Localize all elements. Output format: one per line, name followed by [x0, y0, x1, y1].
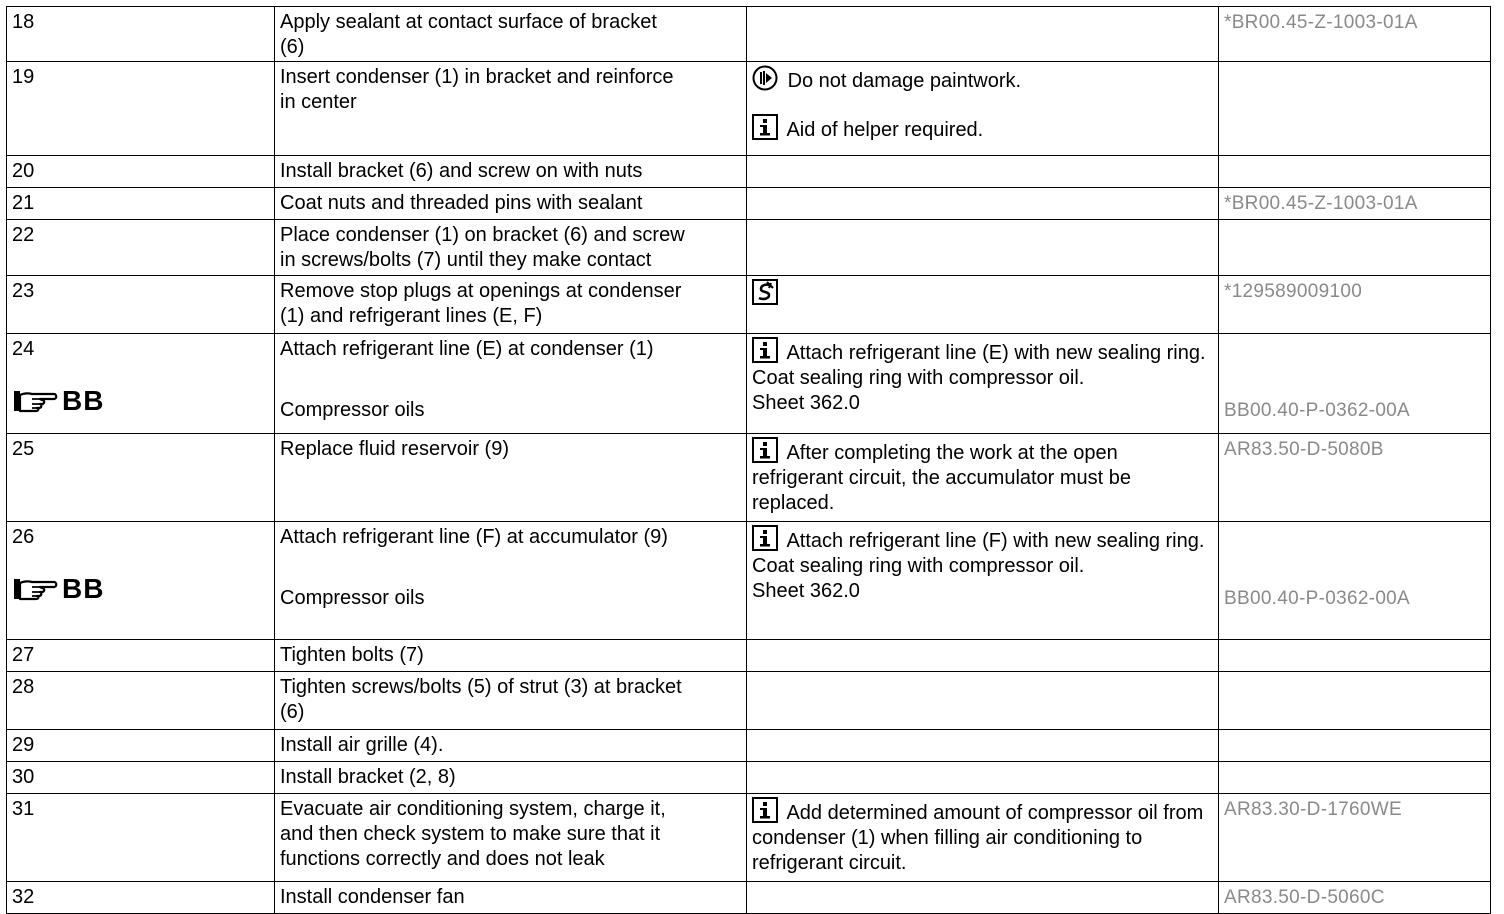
bb-marker-label: BB: [62, 385, 105, 416]
reference-link[interactable]: *BR00.45-Z-1003-01A: [1224, 12, 1418, 33]
step-number: 28: [12, 676, 35, 698]
operation-text: Install air grille (4).: [280, 734, 444, 756]
reference-link[interactable]: *129589009100: [1224, 281, 1363, 302]
operation-cell: [275, 188, 747, 220]
operation-text: Coat nuts and threaded pins with sealant: [280, 192, 643, 214]
reference-link[interactable]: AR83.50-D-5060C: [1224, 887, 1385, 908]
note-cell: [747, 276, 1219, 334]
step-number: 24: [12, 338, 35, 360]
reference-cell: [1219, 188, 1491, 220]
operation-cell: [275, 334, 747, 434]
operation-text: Install bracket (2, 8): [280, 766, 456, 788]
operation-cell: [275, 882, 747, 914]
table-row: [7, 730, 1491, 762]
note-text: Do not damage paintwork.: [787, 70, 1022, 92]
operation-cell: [275, 762, 747, 794]
operation-text: (1) and refrigerant lines (E, F): [280, 305, 543, 327]
step-cell: [7, 522, 275, 640]
info-icon: [752, 337, 778, 363]
operation-text: Place condenser (1) on bracket (6) and screw: [280, 224, 685, 246]
note: [752, 525, 1213, 579]
operation-text: Remove stop plugs at openings at condenser: [280, 280, 682, 302]
step-number: 29: [12, 734, 35, 756]
step-cell: [7, 276, 275, 334]
step-cell: [7, 7, 275, 62]
sub-operation-text: Compressor oils: [280, 399, 425, 421]
reference-cell: [1219, 794, 1491, 882]
table-row: [7, 276, 1491, 334]
operation-cell: [275, 62, 747, 156]
note: [752, 65, 1213, 94]
table-row: [7, 672, 1491, 730]
note-cell: [747, 220, 1219, 276]
operation-cell: [275, 794, 747, 882]
table-row: [7, 762, 1491, 794]
note-cell: [747, 434, 1219, 522]
note-cell: [747, 794, 1219, 882]
step-number: 25: [12, 438, 35, 460]
operation-text: Attach refrigerant line (E) at condenser (1): [280, 338, 654, 360]
pointing-hand-icon: [12, 387, 58, 415]
reference-cell: [1219, 882, 1491, 914]
reference-cell: [1219, 434, 1491, 522]
reference-link[interactable]: AR83.50-D-5080B: [1224, 439, 1384, 460]
note-text: Aid of helper required.: [786, 119, 984, 141]
note-text: Attach refrigerant line (F) with new sealing ring. Coat sealing ring with compressor oil.: [752, 530, 1205, 577]
operation-text: and then check system to make sure that it: [280, 823, 661, 845]
reference-cell: [1219, 220, 1491, 276]
step-number: 32: [12, 886, 35, 908]
note-text: Add determined amount of compressor oil from condenser (1) when filling air conditioning to refrigerant circuit.: [752, 802, 1204, 874]
operation-text: functions correctly and does not leak: [280, 848, 605, 870]
special-tool-icon: [752, 279, 778, 305]
operation-text: (6): [280, 36, 305, 58]
table-row: [7, 640, 1491, 672]
table-row: [7, 882, 1491, 914]
operation-text: Install condenser fan: [280, 886, 465, 908]
operation-cell: [275, 434, 747, 522]
table-row: [7, 434, 1491, 522]
step-number: 23: [12, 280, 35, 302]
step-number: 19: [12, 66, 35, 88]
operation-cell: [275, 276, 747, 334]
step-cell: [7, 188, 275, 220]
step-cell: [7, 334, 275, 434]
step-cell: [7, 62, 275, 156]
step-number: 31: [12, 798, 35, 820]
note-cell: [747, 188, 1219, 220]
sub-reference-link[interactable]: BB00.40-P-0362-00A: [1224, 588, 1411, 609]
operation-cell: [275, 7, 747, 62]
procedure-table-body: [7, 7, 1491, 914]
step-number: 21: [12, 192, 35, 214]
note-cell: [747, 730, 1219, 762]
step-cell: [7, 882, 275, 914]
sub-note-text: Sheet 362.0: [752, 392, 860, 414]
table-row: [7, 7, 1491, 62]
operation-cell: [275, 220, 747, 276]
note-text: After completing the work at the open refrigerant circuit, the accumulator must be replaced.: [752, 442, 1132, 514]
step-cell: [7, 762, 275, 794]
info-icon: [752, 525, 778, 551]
table-row: [7, 220, 1491, 276]
reference-link[interactable]: *BR00.45-Z-1003-01A: [1224, 193, 1418, 214]
info-icon: [752, 437, 778, 463]
reference-cell: [1219, 640, 1491, 672]
step-number: 30: [12, 766, 35, 788]
table-row: [7, 794, 1491, 882]
note-cell: [747, 156, 1219, 188]
step-cell: [7, 730, 275, 762]
note-cell: [747, 522, 1219, 640]
note: [752, 337, 1213, 391]
step-cell: [7, 640, 275, 672]
step-number: 27: [12, 644, 35, 666]
info-icon: [752, 797, 778, 823]
operation-text: Insert condenser (1) in bracket and reinforce: [280, 66, 674, 88]
reference-cell: [1219, 276, 1491, 334]
sub-note-text: Sheet 362.0: [752, 580, 860, 602]
operation-text: (6): [280, 701, 305, 723]
note-text: Attach refrigerant line (E) with new sealing ring. Coat sealing ring with compressor oil.: [752, 342, 1206, 389]
note: [752, 114, 1213, 143]
operation-cell: [275, 730, 747, 762]
reference-cell: [1219, 522, 1491, 640]
operation-cell: [275, 672, 747, 730]
note-cell: [747, 762, 1219, 794]
reference-cell: [1219, 62, 1491, 156]
reference-cell: [1219, 156, 1491, 188]
bb-marker-label: BB: [62, 573, 105, 604]
info-icon: [752, 114, 778, 140]
note: [752, 437, 1213, 516]
operation-cell: [275, 640, 747, 672]
table-row: [7, 62, 1491, 156]
step-cell: [7, 672, 275, 730]
note-cell: [747, 334, 1219, 434]
note-cell: [747, 882, 1219, 914]
operation-text: in center: [280, 91, 357, 113]
note-cell: [747, 62, 1219, 156]
bb-marker[interactable]: [12, 574, 269, 604]
reference-cell: [1219, 672, 1491, 730]
reference-cell: [1219, 730, 1491, 762]
pointing-hand-icon: [12, 575, 58, 603]
procedure-table: [6, 6, 1491, 914]
step-cell: [7, 794, 275, 882]
operation-text: Attach refrigerant line (F) at accumulator (9): [280, 526, 668, 548]
caution-icon: [752, 65, 778, 91]
sub-reference-link[interactable]: BB00.40-P-0362-00A: [1224, 400, 1411, 421]
note: [752, 279, 1213, 308]
operation-text: Tighten screws/bolts (5) of strut (3) at bracket: [280, 676, 682, 698]
reference-cell: [1219, 762, 1491, 794]
reference-cell: [1219, 334, 1491, 434]
note-cell: [747, 672, 1219, 730]
step-number: 22: [12, 224, 35, 246]
step-number: 26: [12, 526, 35, 548]
note: [752, 797, 1213, 876]
operation-text: Tighten bolts (7): [280, 644, 424, 666]
table-row: [7, 334, 1491, 434]
note-cell: [747, 7, 1219, 62]
reference-link[interactable]: AR83.30-D-1760WE: [1224, 799, 1402, 820]
table-row: [7, 522, 1491, 640]
operation-text: Apply sealant at contact surface of bracket: [280, 11, 657, 33]
operation-text: Replace fluid reservoir (9): [280, 438, 509, 460]
sub-operation-text: Compressor oils: [280, 587, 425, 609]
step-cell: [7, 156, 275, 188]
note-cell: [747, 640, 1219, 672]
step-number: 20: [12, 160, 35, 182]
operation-text: in screws/bolts (7) until they make contact: [280, 249, 652, 271]
operation-text: Evacuate air conditioning system, charge it,: [280, 798, 666, 820]
step-cell: [7, 434, 275, 522]
reference-cell: [1219, 7, 1491, 62]
bb-marker[interactable]: [12, 386, 269, 416]
operation-cell: [275, 522, 747, 640]
step-number: 18: [12, 11, 35, 33]
operation-cell: [275, 156, 747, 188]
operation-text: Install bracket (6) and screw on with nuts: [280, 160, 643, 182]
table-row: [7, 156, 1491, 188]
table-row: [7, 188, 1491, 220]
step-cell: [7, 220, 275, 276]
